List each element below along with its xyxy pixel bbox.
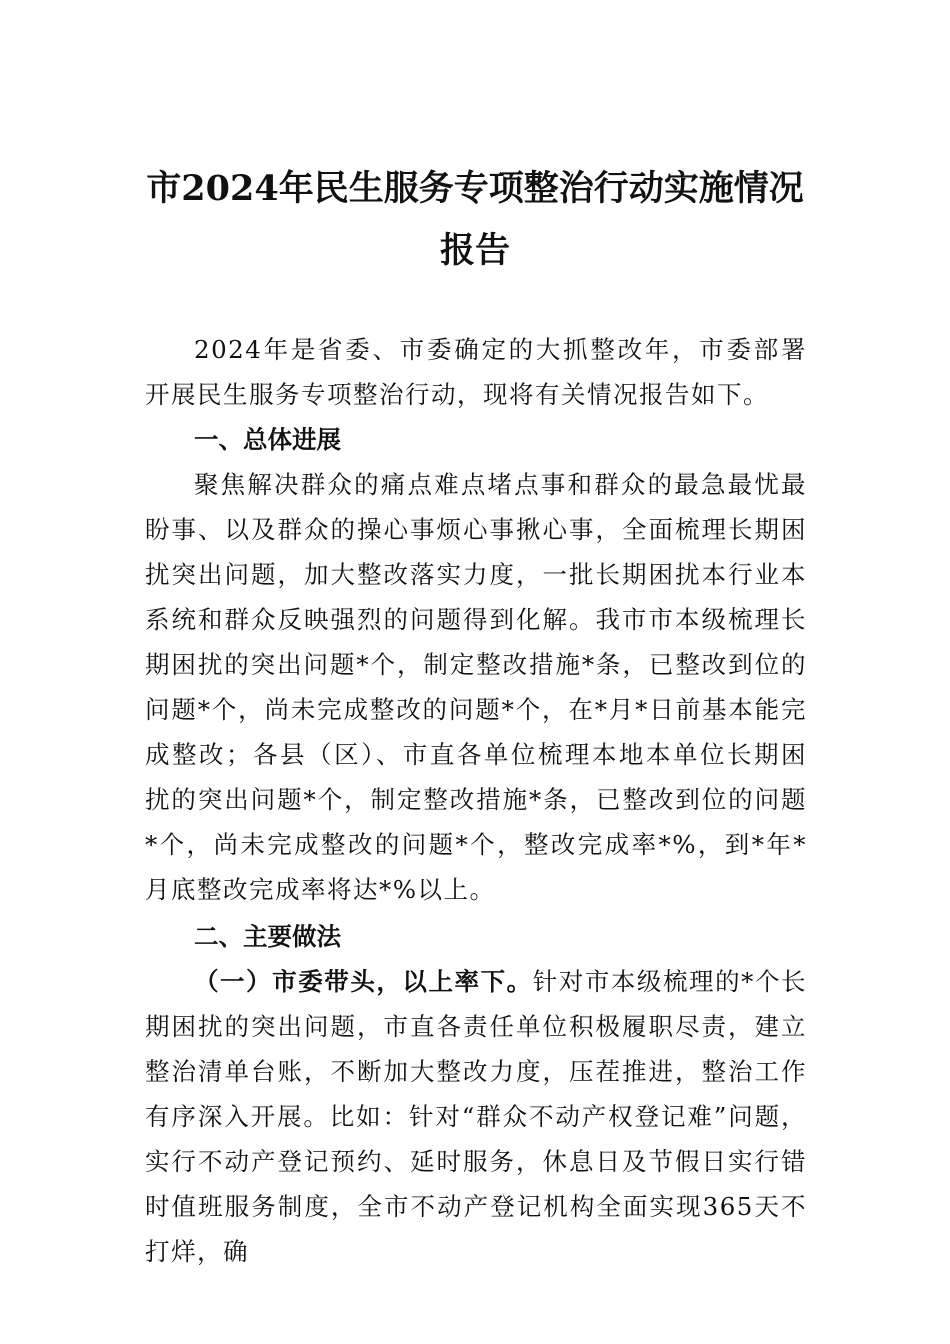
subsection-lead: （一）市委带头，以上率下。 bbox=[194, 967, 533, 996]
section-heading-main-practices: 二、主要做法 bbox=[194, 922, 341, 951]
section-paragraph-main-practices bbox=[145, 959, 807, 1274]
section-heading-overall-progress: 一、总体进展 bbox=[194, 425, 341, 454]
document-body bbox=[145, 327, 807, 1274]
intro-paragraph: 2024年是省委、市委确定的大抓整改年，市委部署开展民生服务专项整治行动，现将有关情况报告如下。 bbox=[145, 335, 807, 409]
subsection-text: 针对市本级梳理的*个长期困扰的突出问题，市直各责任单位积极履职尽责，建立整治清单台账，不断加大整改力度，压茬推进，整治工作有序深入开展。比如：针对“群众不动产权登记难”问题，实行不动产登记预约、延时服务，休息日及节假日实行错时值班服务制度，全市不动产登记机构全面实现365天不打烊，确 bbox=[145, 967, 808, 1266]
document-title: 市2024年民生服务专项整治行动实施情况报告 bbox=[146, 168, 804, 271]
section-paragraph-overall-progress: 聚焦解决群众的痛点难点堵点事和群众的最急最忧最盼事、以及群众的操心事烦心事揪心事，全面梳理长期困扰突出问题，加大整改落实力度，一批长期困扰本行业本系统和群众反映强烈的问题得到化解。我市市本级梳理长期困扰的突出问题*个，制定整改措施*条，已整改到位的问题*个，尚未完成整改的问题*个，在*月*日前基本能完成整改；各县（区）、市直各单位梳理本地本单位长期困扰的突出问题*个，制定整改措施*条，已整改到位的问题*个，尚未完成整改的问题*个，整改完成率*%，到*年*月底整改完成率将达*%以上。 bbox=[145, 470, 807, 904]
